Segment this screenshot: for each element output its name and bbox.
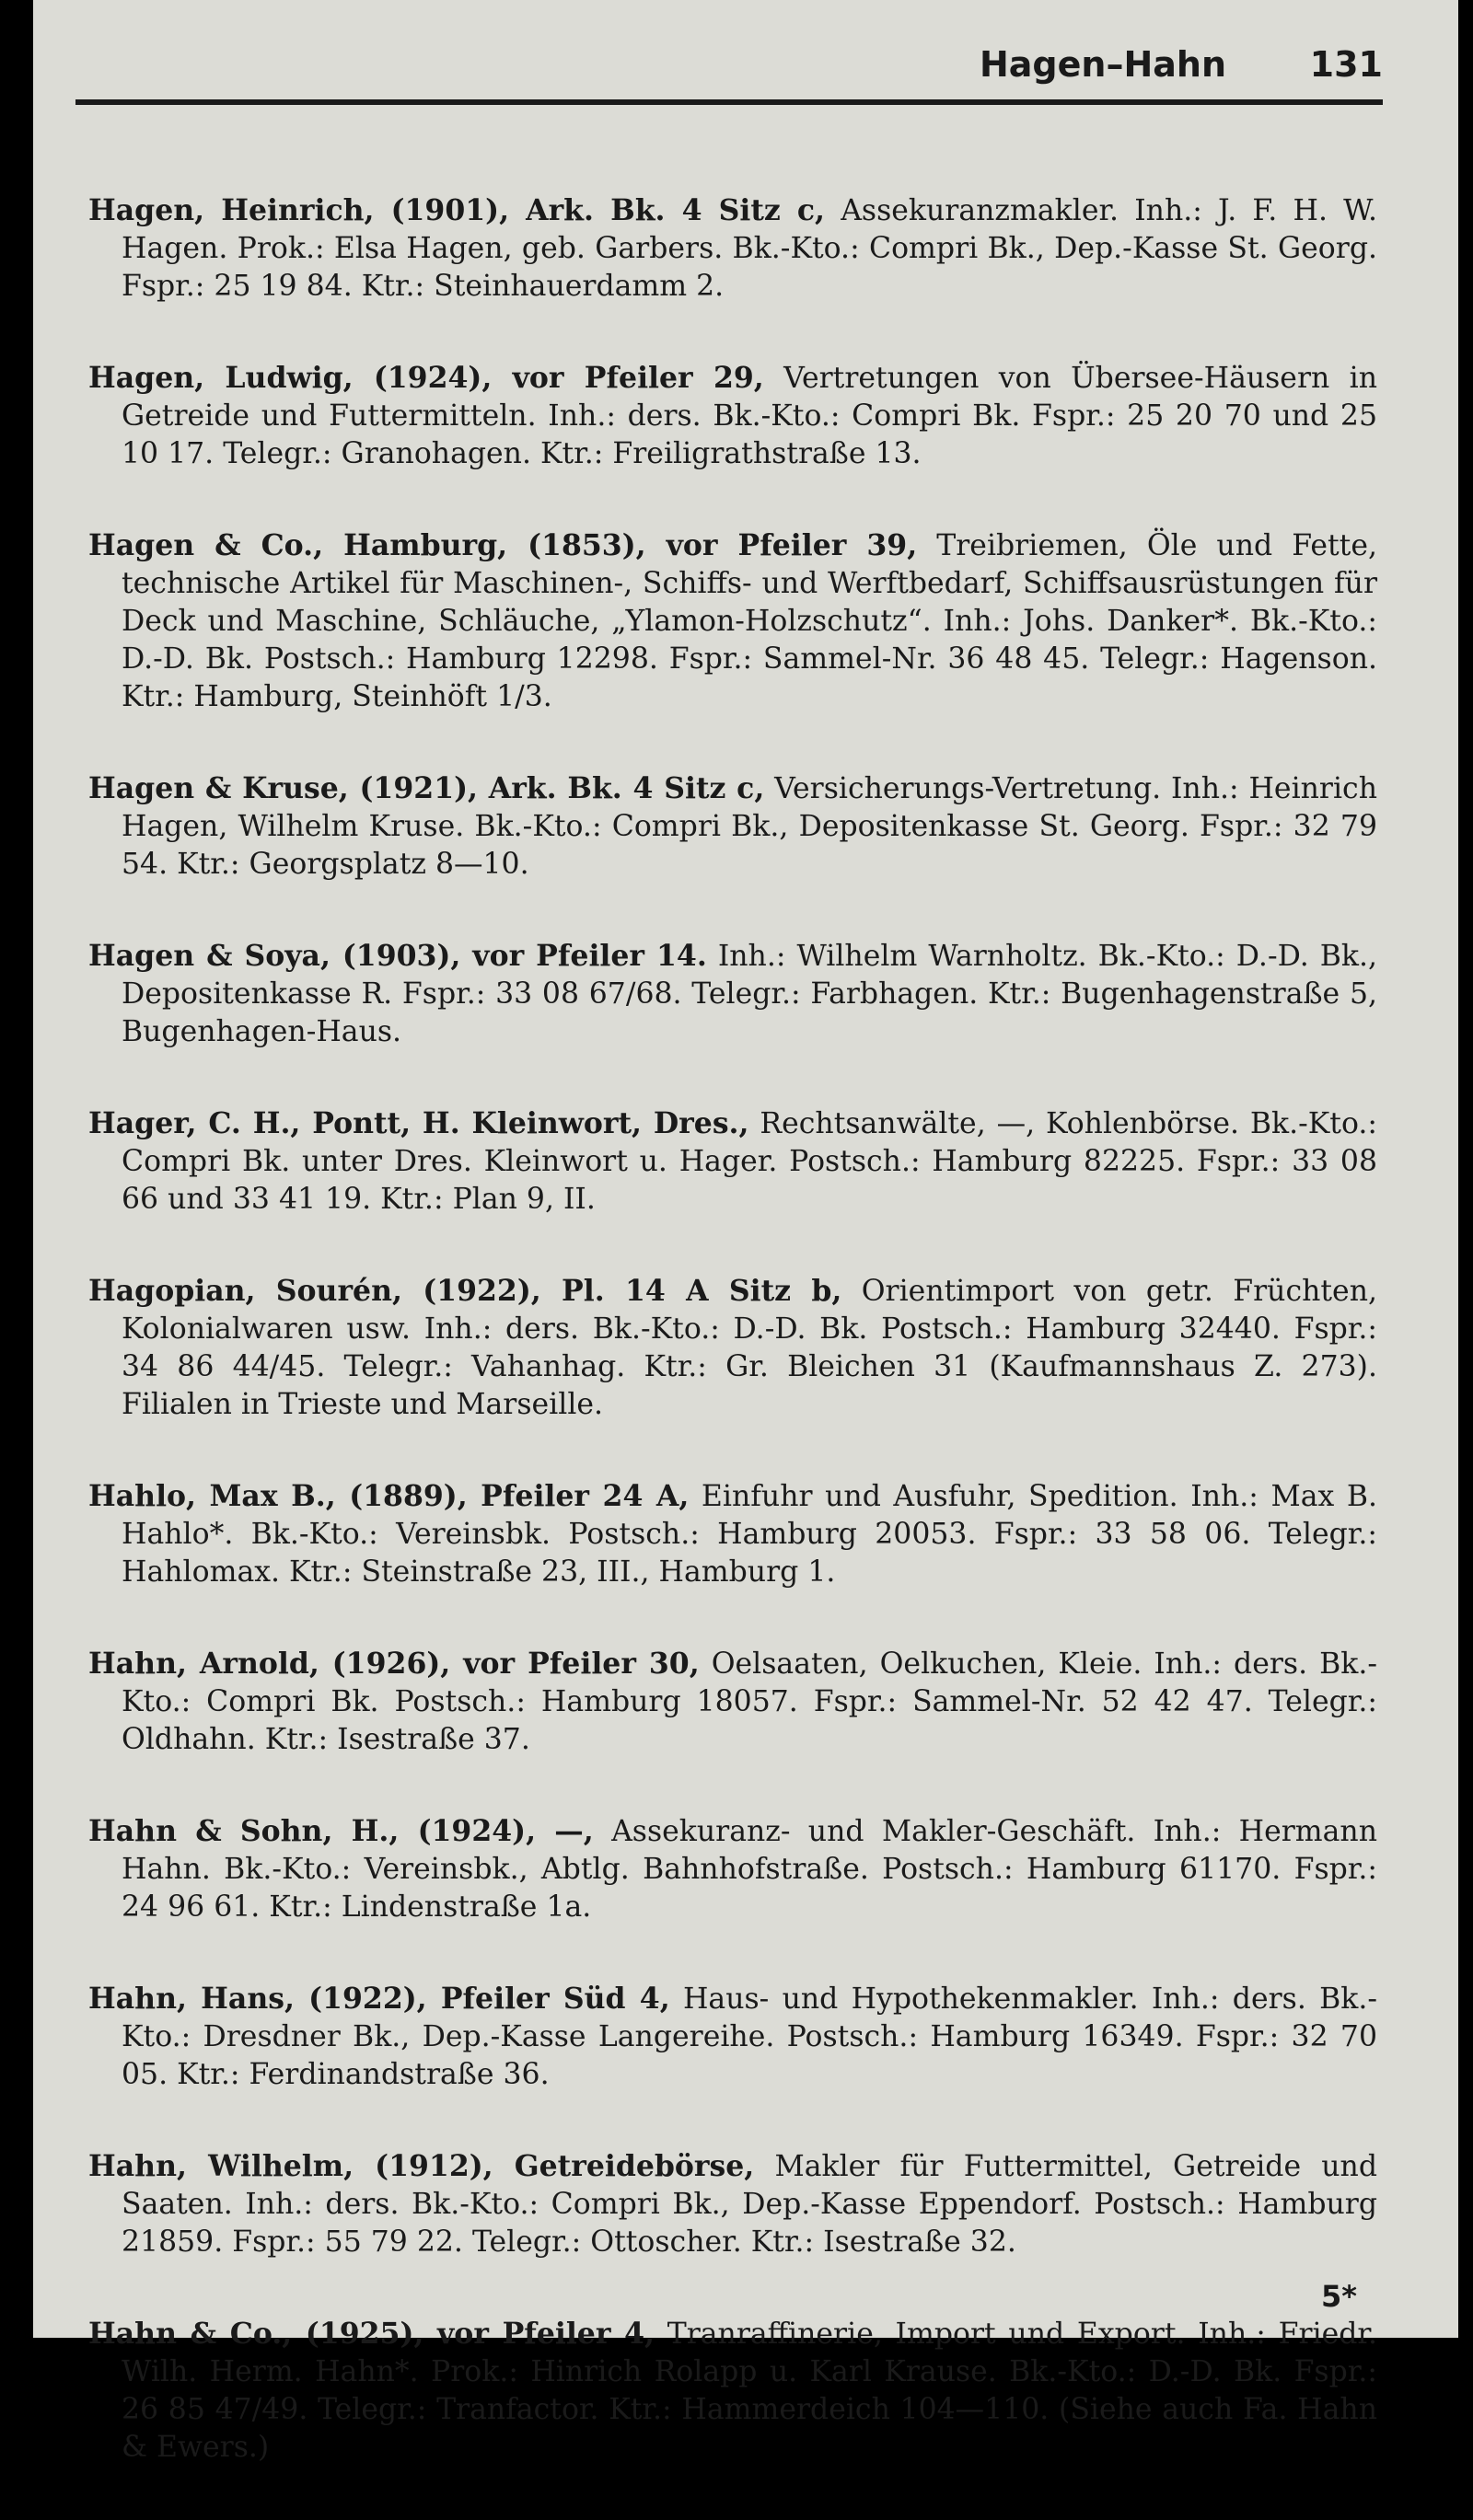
entry-heading: Hager, C. H., Pontt, H. Kleinwort, Dres., bbox=[88, 1105, 749, 1140]
entry-heading: Hahn & Sohn, H., (1924), —, bbox=[88, 1813, 594, 1848]
directory-entry bbox=[88, 1104, 1377, 1219]
running-header bbox=[75, 44, 1383, 99]
entry-text: Haus- und Hypothekenmakler. Inh.: ders. Bk.-Kto.: Dresdner Bk., Dep.-Kasse Langereihe. Postsch.: Hamburg 16349. Fspr.: 32 70 05. Ktr.: Ferdinandstraße 36. bbox=[122, 1982, 1378, 2091]
header-rule bbox=[75, 99, 1383, 105]
directory-entry bbox=[88, 2315, 1377, 2467]
entry-heading: Hahn & Co., (1925), vor Pfeiler 4, bbox=[88, 2316, 655, 2351]
directory-entry bbox=[88, 937, 1377, 1051]
entry-text: Makler für Futtermittel, Getreide und Saaten. Inh.: ders. Bk.-Kto.: Compri Bk., Dep.-Kasse Eppendorf. Postsch.: Hamburg 21859. Fspr.: 55 79 22. Telegr.: Ottoscher. Ktr.: Isestraße 32. bbox=[122, 2149, 1377, 2259]
entry-heading: Hahn, Wilhelm, (1912), Getreidebörse, bbox=[88, 2148, 755, 2183]
directory-entry bbox=[88, 2147, 1377, 2261]
directory-entry bbox=[88, 1645, 1377, 1759]
directory-entry bbox=[88, 526, 1377, 716]
entry-heading: Hagen, Ludwig, (1924), vor Pfeiler 29, bbox=[88, 360, 764, 395]
directory-page bbox=[33, 0, 1458, 2464]
entry-heading: Hagen & Soya, (1903), vor Pfeiler 14. bbox=[88, 938, 707, 973]
directory-entry bbox=[88, 769, 1377, 884]
directory-entry bbox=[88, 191, 1377, 306]
signature-mark: 5* bbox=[1321, 2279, 1357, 2314]
entry-heading: Hagopian, Sourén, (1922), Pl. 14 A Sitz b, bbox=[88, 1273, 842, 1308]
entry-text: Assekuranzmakler. Inh.: J. F. H. W. Hagen. Prok.: Elsa Hagen, geb. Garbers. Bk.-Kto.: Compri Bk., Dep.-Kasse St. Georg. Fspr.: 25 19 84. Ktr.: Steinhauerdamm 2. bbox=[122, 193, 1377, 303]
entry-list bbox=[88, 162, 1377, 2520]
entry-heading: Hahn, Arnold, (1926), vor Pfeiler 30, bbox=[88, 1646, 700, 1681]
directory-entry bbox=[88, 1477, 1377, 1591]
entry-text: Assekuranz- und Makler-Geschäft. Inh.: Hermann Hahn. Bk.-Kto.: Vereinsbk., Abtlg. Bahnhofstraße. Postsch.: Hamburg 61170. Fspr.: 24 96 61. Ktr.: Lindenstraße 1a. bbox=[122, 1814, 1377, 1924]
entry-heading: Hagen & Co., Hamburg, (1853), vor Pfeiler 39, bbox=[88, 527, 918, 562]
entry-text: Inh.: Wilhelm Warnholtz. Bk.-Kto.: D.-D. Bk., Depositenkasse R. Fspr.: 33 08 67/68. Telegr.: Farbhagen. Ktr.: Bugenhagenstraße 5, Bugenhagen-Haus. bbox=[122, 939, 1378, 1048]
entry-heading: Hahn, Hans, (1922), Pfeiler Süd 4, bbox=[88, 1981, 670, 2016]
entry-text: Versicherungs-Vertretung. Inh.: Heinrich Hagen, Wilhelm Kruse. Bk.-Kto.: Compri Bk., Depositenkasse St. Georg. Fspr.: 32 79 54. Ktr.: Georgsplatz 8—10. bbox=[122, 771, 1377, 881]
entry-heading: Hagen, Heinrich, (1901), Ark. Bk. 4 Sitz c, bbox=[88, 192, 826, 227]
entry-text: Orientimport von getr. Früchten, Kolonialwaren usw. Inh.: ders. Bk.-Kto.: D.-D. Bk. Postsch.: Hamburg 32440. Fspr.: 34 86 44/45. Telegr.: Vahanhag. Ktr.: Gr. Bleichen 31 (Kaufmannshaus Z. 273). Filialen in Trieste und Marseille. bbox=[122, 1274, 1377, 1421]
entry-text: Einfuhr und Ausfuhr, Spedition. Inh.: Max B. Hahlo*. Bk.-Kto.: Vereinsbk. Postsch.: Hamburg 20053. Fspr.: 33 58 06. Telegr.: Hahlomax. Ktr.: Steinstraße 23, III., Hamburg 1. bbox=[122, 1479, 1377, 1589]
entry-heading: Hahlo, Max B., (1889), Pfeiler 24 A, bbox=[88, 1478, 690, 1513]
entry-text: Oelsaaten, Oelkuchen, Kleie. Inh.: ders. Bk.-Kto.: Compri Bk. Postsch.: Hamburg 18057. Fspr.: Sammel-Nr. 52 42 47. Telegr.: Oldhahn. Ktr.: Isestraße 37. bbox=[122, 1647, 1377, 1756]
entry-text: Rechtsanwälte, —, Kohlenbörse. Bk.-Kto.: Compri Bk. unter Dres. Kleinwort u. Hager. Postsch.: Hamburg 82225. Fspr.: 33 08 66 und 33 41 19. Ktr.: Plan 9, II. bbox=[122, 1106, 1378, 1216]
entry-heading: Hagen & Kruse, (1921), Ark. Bk. 4 Sitz c, bbox=[88, 770, 765, 805]
page-number: 131 bbox=[1309, 44, 1383, 85]
running-header-title: Hagen–Hahn bbox=[979, 44, 1226, 85]
entry-text: Tranraffinerie, Import und Export. Inh.: Friedr. Wilh. Herm. Hahn*. Prok.: Hinrich Rolapp u. Karl Krause. Bk.-Kto.: D.-D. Bk. Fspr.: 26 85 47/49. Telegr.: Tranfactor. Ktr.: Hammerdeich 104—110. (Siehe auch Fa. Hahn & Ewers.) bbox=[122, 2317, 1377, 2464]
entry-text: Vertretungen von Übersee-Häusern in Getreide und Futtermitteln. Inh.: ders. Bk.-Kto.: Compri Bk. Fspr.: 25 20 70 und 25 10 17. Telegr.: Granohagen. Ktr.: Freiligrathstraße 13. bbox=[122, 361, 1378, 470]
directory-entry bbox=[88, 1980, 1377, 2094]
directory-entry bbox=[88, 1812, 1377, 1926]
directory-entry bbox=[88, 1272, 1377, 1424]
entry-text: Treibriemen, Öle und Fette, technische Artikel für Maschinen-, Schiffs- und Werftbedarf, Schiffsausrüstungen für Deck und Maschine, Schläuche, „Ylamon-Holzschutz“. Inh.: Johs. Danker*. Bk.-Kto.: D.-D. Bk. Postsch.: Hamburg 12298. Fspr.: Sammel-Nr. 36 48 45. Telegr.: Hagenson. Ktr.: Hamburg, Steinhöft 1/3. bbox=[122, 528, 1377, 713]
directory-entry bbox=[88, 359, 1377, 473]
